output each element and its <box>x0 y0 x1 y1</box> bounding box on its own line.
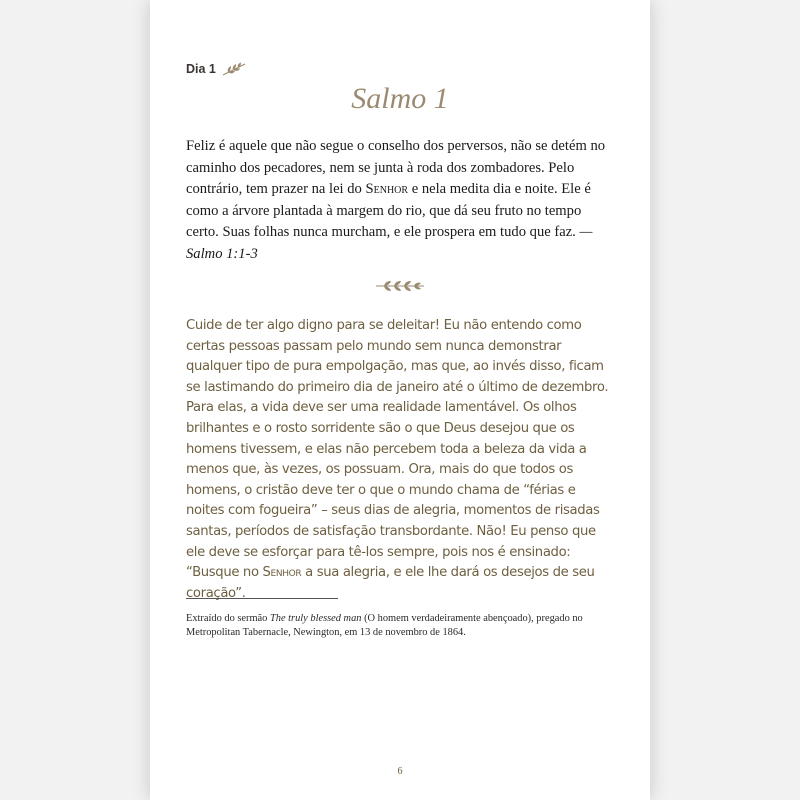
book-page <box>150 0 650 800</box>
footnote-suffix: (O homem verdadeiramente abençoado), pregado no Metropolitan Tabernacle, Newington, em 13 de novembro de 1864. <box>186 613 583 638</box>
footnote-prefix: Extraído do sermão <box>186 613 270 624</box>
devotional-text <box>186 316 616 604</box>
ornament-divider <box>150 278 650 299</box>
laurel-branch-icon <box>374 278 426 294</box>
laurel-sprig-icon <box>222 62 248 76</box>
psalm-verse <box>186 136 616 265</box>
page-title: Salmo 1 <box>351 82 449 115</box>
verse-text-2: e nela medita dia e noite. Ele é como a árvore plantada à margem do rio, que dá seu fruto no tempo certo. Suas folhas nunca murcham, e ele prospera em tudo que faz. <box>186 181 591 240</box>
body-text-2: a sua alegria, e ele lhe dará os desejos de seu coração”. <box>186 565 595 601</box>
verse-text-1: Feliz é aquele que não segue o conselho dos perversos, não se detém no caminho dos pecadores, nem se junta à roda dos zombadores. Pelo contrário, tem prazer na lei do <box>186 138 606 197</box>
page-number: 6 <box>397 766 403 777</box>
day-label: Dia 1 <box>186 62 216 76</box>
footnote <box>186 612 626 640</box>
verse-reference: —Salmo 1:1-3 <box>186 224 593 262</box>
footnote-rule <box>186 598 338 599</box>
day-heading <box>186 62 248 76</box>
verse-lord: Senhor <box>365 181 409 197</box>
footnote-sermon-title: The truly blessed man <box>269 613 362 624</box>
body-lord: Senhor <box>262 565 302 581</box>
body-text-1: Cuide de ter algo digno para se deleitar! Eu não entendo como certas pessoas passam pelo mundo sem nunca demonstrar qualquer tipo de pura empolgação, mas que, ao invés disso, ficam se lastimando do primeiro dia de janeiro até o último de dezembro. Para elas, a vida deve ser uma realidade lamentável. Os olhos brilhantes e o rosto sorridente são o que Deus desejou que os homens tivessem, e elas não percebem toda a beleza da vida a menos que, às vezes, os possuam. Ora, mais do que todos os homens, o cristão deve ter o que o mundo chama de “férias e noites com fogueira” – seus dias de alegria, momentos de risadas santas, períodos de satisfação transbordante. Não! Eu penso que ele deve se esforçar para tê-los sempre, pois nos é ensinado: “Busque no <box>186 318 609 581</box>
